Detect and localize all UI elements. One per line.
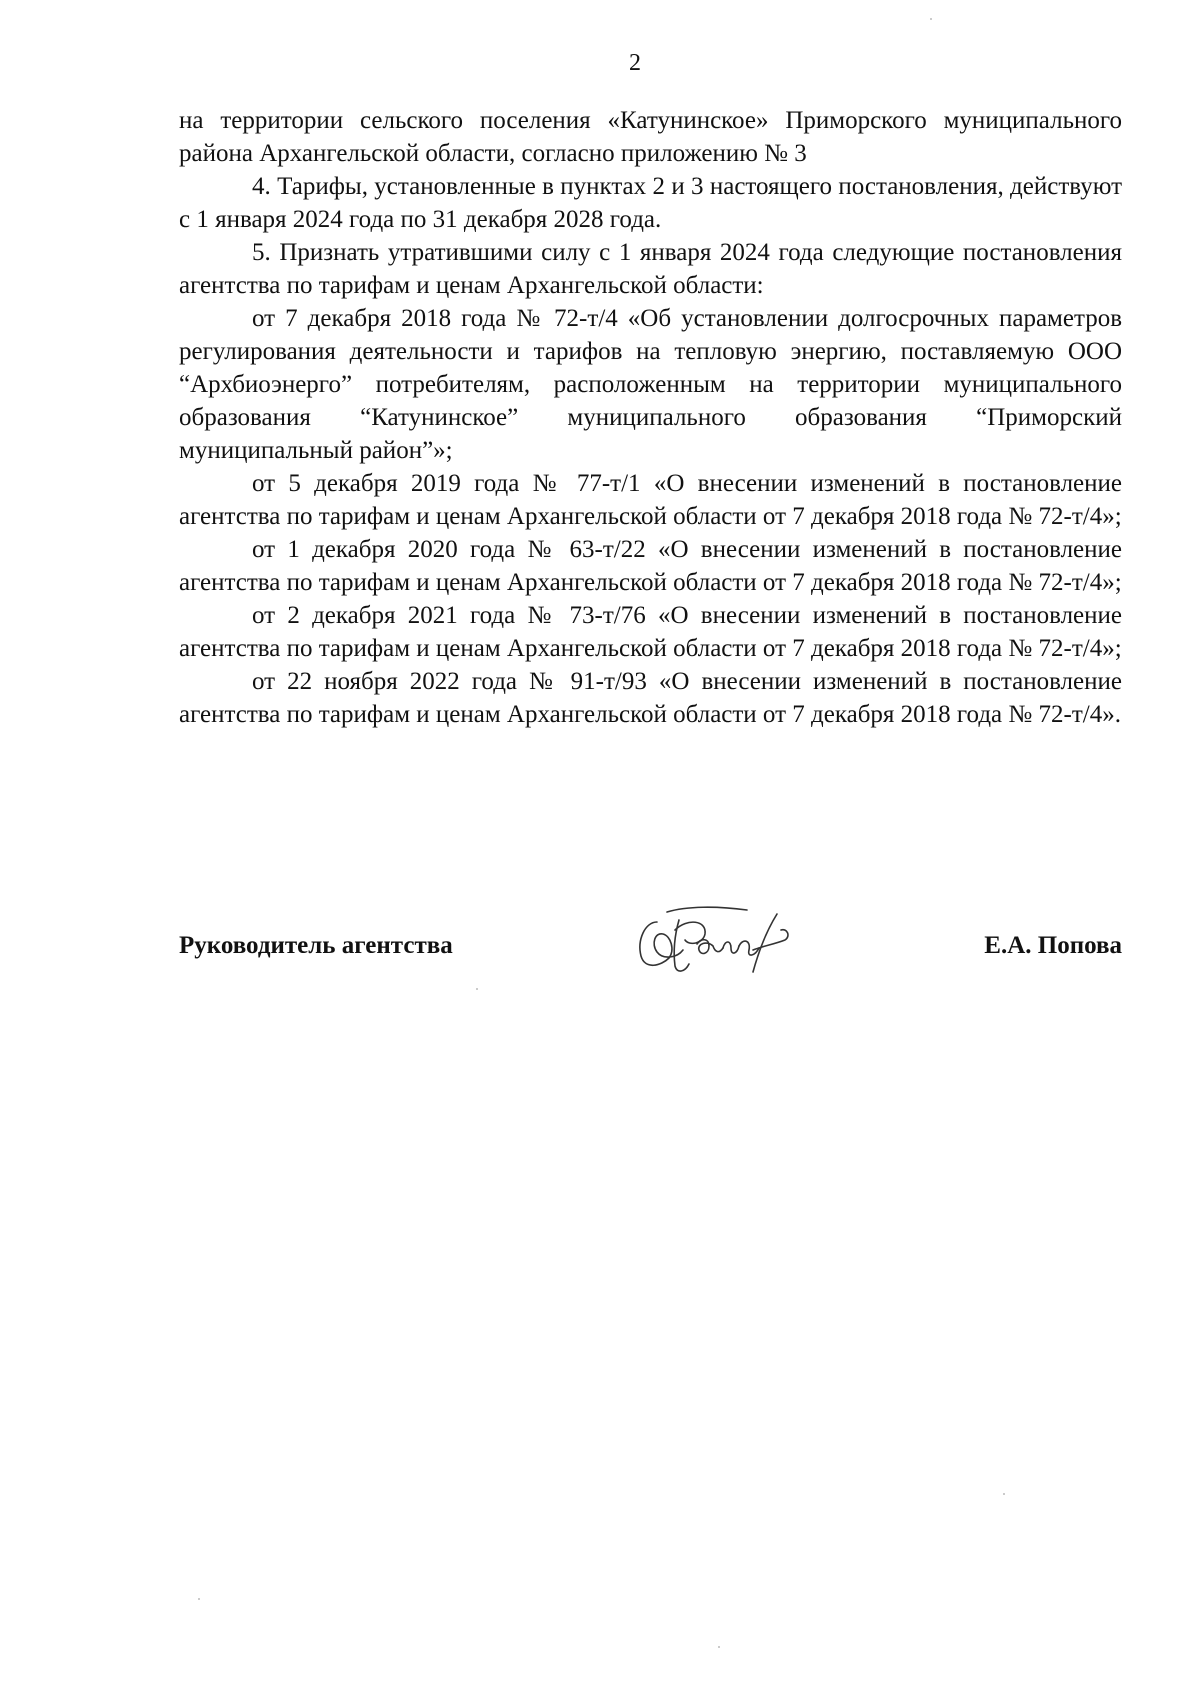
document-body — [179, 104, 1122, 731]
scan-speck — [718, 1646, 720, 1648]
resolution-2018: от 7 декабря 2018 года № 72-т/4 «Об установлении долгосрочных параметров регулирования деятельности и тарифов на тепловую энергию, поставляемую ООО “Архбиоэнерго” потребителям, расположенным на территории муниципального образования “Катунинское” муниципального образования “Приморский муниципальный район”»; — [179, 305, 1122, 464]
handwritten-signature — [627, 900, 807, 980]
signature-block — [179, 900, 1122, 990]
page-number: 2 — [629, 50, 641, 76]
signer-title: Руководитель агентства — [179, 932, 453, 959]
scan-speck — [930, 18, 932, 20]
scan-speck — [476, 988, 478, 990]
scan-speck — [198, 1598, 200, 1600]
signer-name: Е.А. Попова — [984, 932, 1122, 959]
paragraph-continuation: на территории сельского поселения «Катунинское» Приморского муниципального района Архангельской области, согласно приложению № 3 — [179, 107, 1122, 167]
resolution-2021: от 2 декабря 2021 года № 73-т/76 «О внесении изменений в постановление агентства по тарифам и ценам Архангельской области от 7 декабря 2018 года № 72-т/4»; — [179, 602, 1122, 662]
resolution-2019: от 5 декабря 2019 года № 77-т/1 «О внесении изменений в постановление агентства по тарифам и ценам Архангельской области от 7 декабря 2018 года № 72-т/4»; — [179, 470, 1122, 530]
paragraph-item-4: 4. Тарифы, установленные в пунктах 2 и 3 настоящего постановления, действуют с 1 января 2024 года по 31 декабря 2028 года. — [179, 173, 1122, 233]
resolution-2020: от 1 декабря 2020 года № 63-т/22 «О внесении изменений в постановление агентства по тарифам и ценам Архангельской области от 7 декабря 2018 года № 72-т/4»; — [179, 536, 1122, 596]
scan-speck — [1003, 1493, 1005, 1495]
resolution-2022: от 22 ноября 2022 года № 91-т/93 «О внесении изменений в постановление агентства по тарифам и ценам Архангельской области от 7 декабря 2018 года № 72-т/4». — [179, 668, 1122, 728]
paragraph-item-5: 5. Признать утратившими силу с 1 января 2024 года следующие постановления агентства по тарифам и ценам Архангельской области: — [179, 239, 1122, 299]
